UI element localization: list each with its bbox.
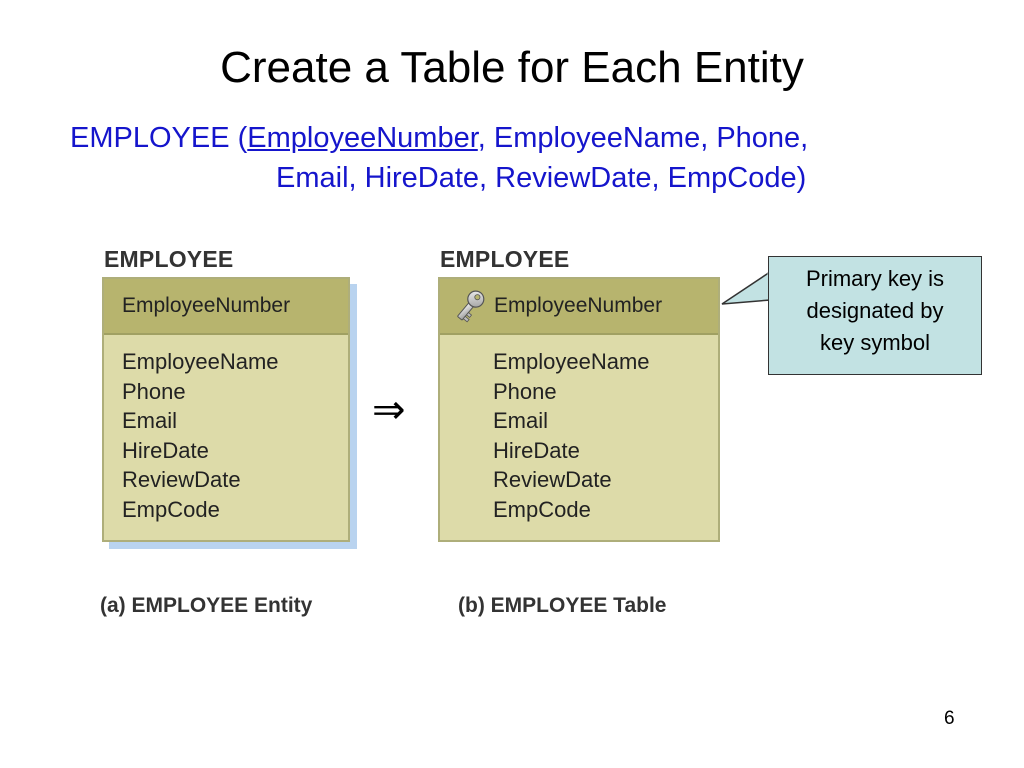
entity-b-attribute: Email [493,408,549,433]
entity-a-attribute: ReviewDate [122,467,241,492]
transform-arrow: ⇒ [372,387,406,433]
entity-a-attribute: EmpCode [122,496,220,522]
entity-a-attributes [104,347,348,524]
relation-name: EMPLOYEE [70,122,230,154]
entity-b-key [440,279,718,335]
entity-a-attribute: Phone [122,378,186,404]
entity-b-attribute: HireDate [493,437,580,463]
entity-b-attribute: EmpCode [493,496,591,522]
relation-primary-key: EmployeeNumber [247,122,478,154]
relation-attributes-1: , EmployeeName, Phone, [477,122,809,154]
entity-a-attribute: HireDate [122,437,209,463]
relation-line-2: Email, HireDate, ReviewDate, EmpCode) [276,162,807,194]
entity-a-box [102,277,350,542]
entity-b-attribute: ReviewDate [493,467,612,492]
caption-b: (b) EMPLOYEE Table [458,594,667,617]
entity-b-key-label: EmployeeNumber [494,294,663,317]
entity-b-attribute: Phone [493,378,557,404]
relation-schema [70,118,970,198]
slide-title: Create a Table for Each Entity [220,43,804,92]
relation-line-1 [70,118,970,158]
entity-a-attribute: Email [122,408,178,433]
entity-a-key-label: EmployeeNumber [122,294,291,317]
relation-open-paren: ( [229,122,248,154]
page-number: 6 [944,708,955,729]
callout-note [768,256,982,375]
entity-a-key [104,279,348,335]
key-icon [450,286,490,326]
caption-a: (a) EMPLOYEE Entity [100,594,313,617]
callout-line: Primary key is [805,266,945,291]
callout-line: key symbol [819,330,931,355]
entity-b-box [438,277,720,542]
entity-b-attribute: EmployeeName [493,349,650,374]
callout-pointer [720,270,772,310]
entity-a-attribute: EmployeeName [122,349,279,374]
entity-b-attributes [440,347,718,524]
entity-a-label: EMPLOYEE [104,246,234,272]
entity-b-label: EMPLOYEE [440,246,570,272]
callout-line: designated by [806,298,944,323]
